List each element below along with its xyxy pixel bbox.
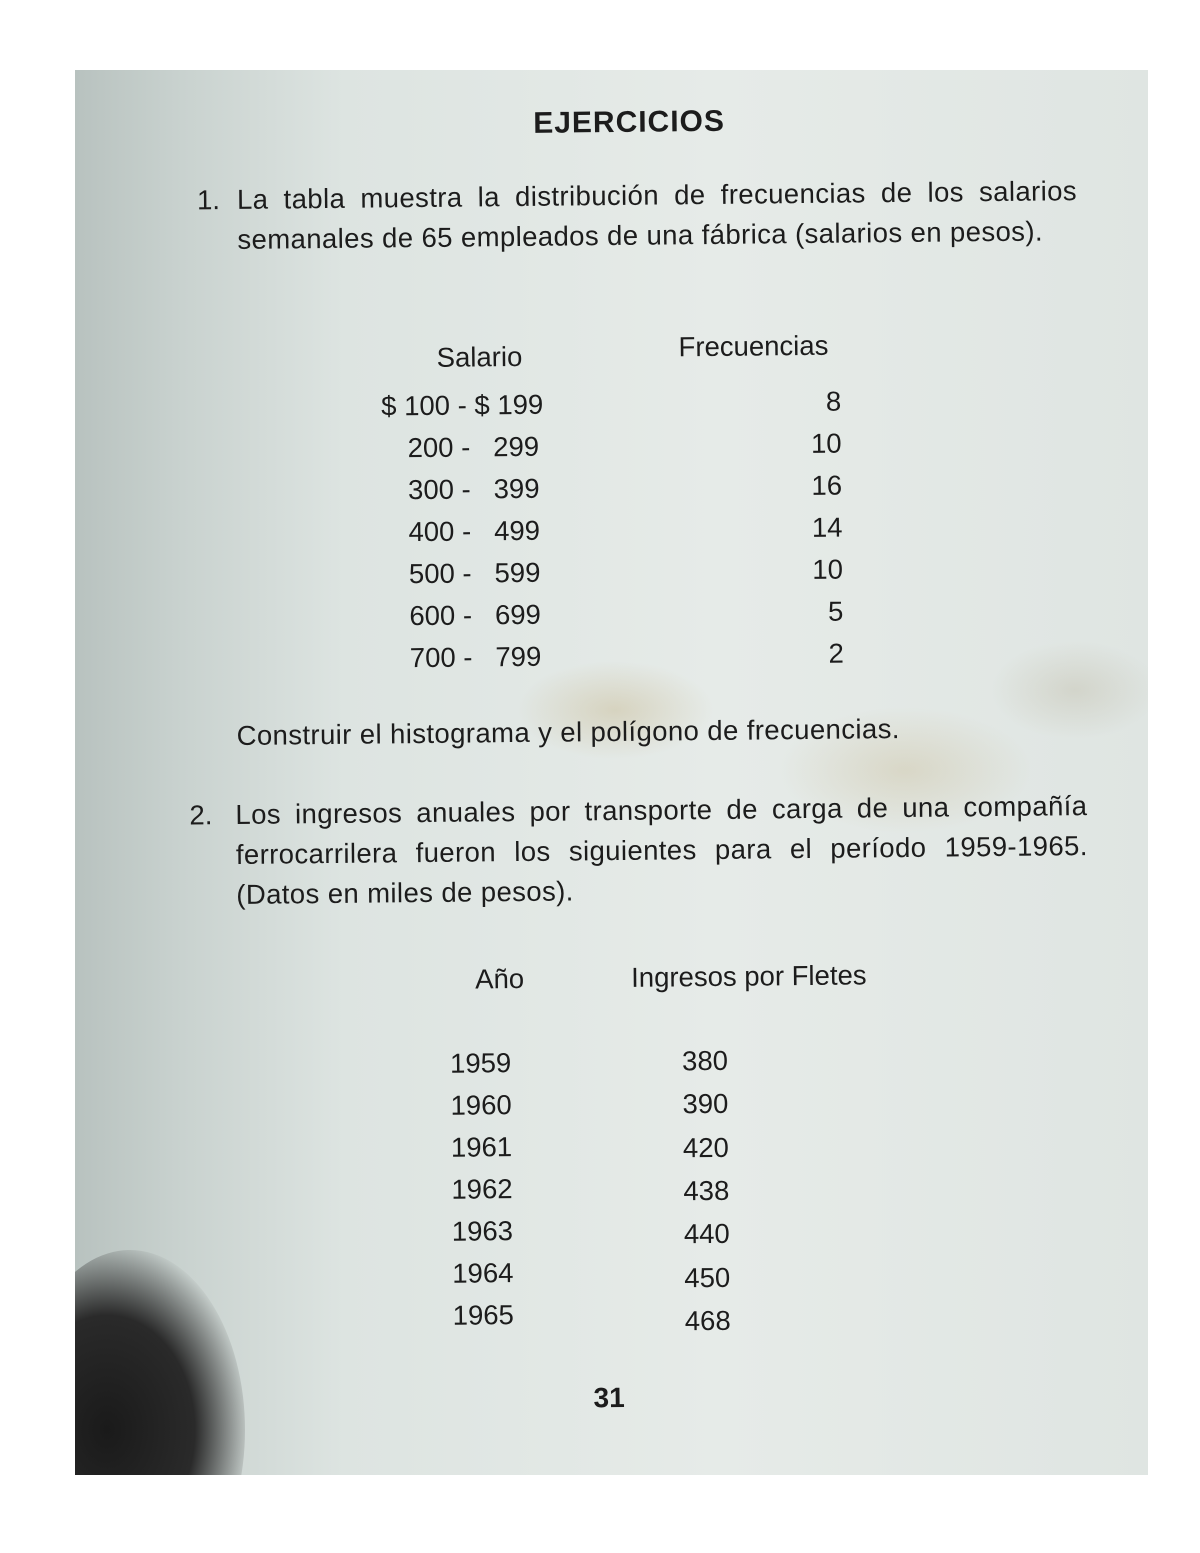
income-header: Ingresos por Fletes <box>631 959 867 993</box>
table-row <box>450 1044 770 1089</box>
exercise-1-number: 1. <box>196 184 221 216</box>
exercise-2-number: 2. <box>189 799 213 831</box>
frequency-value: 14 <box>811 511 843 543</box>
salary-range: $ 100 - $ 199 <box>381 388 544 422</box>
table-row <box>452 1212 772 1257</box>
frequency-value: 5 <box>827 595 844 627</box>
salario-header: Salario <box>436 340 523 373</box>
income-value: 440 <box>683 1218 730 1250</box>
frequency-value: 8 <box>825 385 842 417</box>
table-row <box>383 553 863 600</box>
table-row <box>384 637 864 684</box>
table-row <box>382 469 862 516</box>
year-value: 1965 <box>452 1299 515 1331</box>
income-value: 468 <box>684 1304 731 1337</box>
table-row <box>383 595 863 642</box>
table-row <box>450 1086 770 1131</box>
year-value: 1961 <box>450 1131 513 1163</box>
income-value: 450 <box>684 1261 731 1293</box>
table-row <box>452 1254 772 1299</box>
frequency-value: 10 <box>810 427 842 459</box>
year-header: Año <box>475 962 525 995</box>
salary-range: 200 - 299 <box>407 430 540 464</box>
income-value: 420 <box>682 1131 730 1163</box>
salary-range: 400 - 499 <box>408 514 541 548</box>
frequency-value: 10 <box>812 553 844 585</box>
year-value: 1964 <box>452 1257 514 1289</box>
table-row <box>451 1170 771 1215</box>
exercise-1-instruction: Construir el histograma y el polígono de frecuencias. <box>236 713 900 751</box>
frequency-value: 2 <box>828 637 844 669</box>
salary-frequency-table <box>381 329 865 682</box>
year-value: 1962 <box>451 1173 513 1205</box>
frecuencias-header: Frecuencias <box>678 329 829 363</box>
year-value: 1959 <box>449 1047 512 1079</box>
income-value: 438 <box>683 1174 730 1207</box>
table-row <box>381 385 861 432</box>
exercise-1-text: La tabla muestra la distribución de frecuencias de los salarios semanales de 65 empleados de una fábrica (salarios en pesos). <box>236 175 1078 255</box>
frequency-value: 16 <box>811 469 843 501</box>
salary-range: 500 - 599 <box>408 556 541 590</box>
table-row <box>451 1128 771 1173</box>
income-value: 380 <box>681 1044 729 1077</box>
page-photo <box>75 70 1148 1475</box>
table-row <box>382 511 862 558</box>
exercise-2-text: Los ingresos anuales por transporte de carga de una compañía ferrocarrilera fueron los siguientes para el período 1959-1965. (Datos en miles de pesos). <box>235 790 1088 910</box>
freight-income-table <box>449 956 867 1340</box>
page-title: EJERCICIOS <box>533 104 726 140</box>
page-number: 31 <box>593 1381 625 1414</box>
table-row <box>453 1296 773 1341</box>
salary-range: 600 - 699 <box>409 598 542 632</box>
year-value: 1960 <box>450 1089 512 1121</box>
book-page <box>75 70 1148 1475</box>
year-value: 1963 <box>451 1215 514 1247</box>
table-row <box>381 427 861 474</box>
salary-range: 300 - 399 <box>407 472 540 506</box>
salary-range: 700 - 799 <box>409 640 542 674</box>
income-value: 390 <box>682 1088 729 1120</box>
